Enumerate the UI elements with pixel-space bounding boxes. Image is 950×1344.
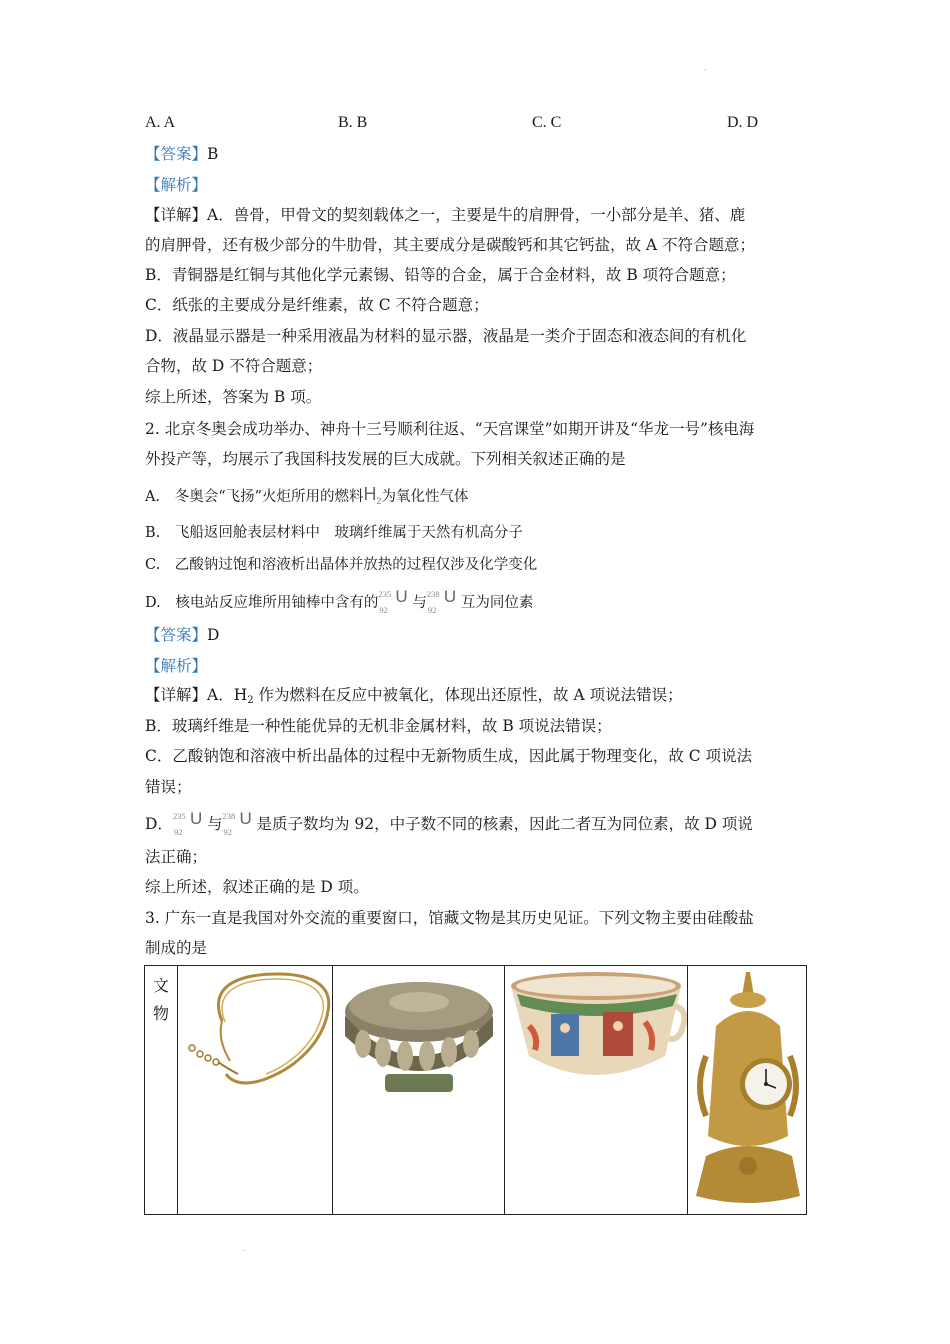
relics-header-cell	[145, 966, 178, 1215]
detail-text: A．H	[207, 686, 248, 704]
q1-option-d[interactable]: D. D	[727, 114, 759, 131]
q1-detail-b: B．青铜器是红铜与其他化学元素锡、铅等的合金，属于合金材料，故 B 项符合题意；	[145, 266, 736, 284]
relic-cell-a[interactable]	[178, 966, 333, 1215]
q1-option-b[interactable]: B. B	[338, 114, 368, 131]
u238-isotope	[222, 809, 256, 837]
u-atomic-number: 92	[427, 605, 437, 615]
q1-answer-line	[145, 143, 218, 165]
answer-tag: 【答案】	[145, 626, 208, 644]
h2-subscript: 2	[247, 695, 254, 706]
option-label: A.	[145, 489, 161, 505]
u-atomic-number: 92	[173, 827, 183, 837]
q2-detail-a	[145, 684, 683, 712]
u235-mass: 235	[378, 589, 392, 599]
option-text: 核电站反应堆所用铀棒中含有的	[175, 595, 379, 611]
detail-tag: 【详解】	[145, 686, 208, 704]
stray-dot: ·	[704, 66, 707, 75]
answer-value: B	[207, 145, 219, 163]
u-symbol: U	[395, 587, 408, 606]
q2-detail-c2: 错误；	[145, 778, 192, 796]
option-text-end: 互为同位素	[460, 595, 534, 611]
header-char-1: 文	[152, 976, 169, 995]
option-label: C.	[145, 557, 161, 573]
relic-cell-d[interactable]	[688, 966, 807, 1215]
relics-table	[144, 965, 807, 1215]
u-atomic-number: 92	[223, 827, 232, 837]
q1-detail-a1	[145, 204, 745, 226]
answer-value: D	[207, 626, 220, 644]
u238-isotope	[426, 587, 461, 615]
q1-detail-d2: 合物，故 D 不符合题意；	[145, 357, 323, 375]
h2-symbol: H	[363, 484, 377, 504]
answer-tag: 【答案】	[145, 145, 208, 163]
q1-detail-d1: D．液晶显示器是一种采用液晶为材料的显示器，液晶是一类介于固态和液态间的有机化	[145, 327, 747, 345]
option-and: 与	[412, 595, 427, 611]
q2-stem-line2: 外投产等，均展示了我国科技发展的巨大成就。下列相关叙述正确的是	[145, 450, 626, 468]
option-text: 冬奥会“飞扬”火炬所用的燃料	[174, 489, 364, 505]
q2-summary: 综上所述，叙述正确的是 D 项。	[145, 878, 369, 896]
detail-text: A．兽骨，甲骨文的契刻载体之一，主要是牛的肩胛骨，一小部分是羊、猪、鹿	[207, 206, 746, 224]
q1-detail-a2: 的肩胛骨，还有极少部分的牛肋骨，其主要成分是碳酸钙和其它钙盐，故 A 不符合题意；	[145, 236, 756, 254]
u238-mass: 238	[426, 589, 440, 599]
q2-detail-c1: C．乙酸钠饱和溶液中析出晶体的过程中无新物质生成，因此属于物理变化，故 C 项说法	[145, 747, 753, 765]
gold-chain-image	[178, 966, 333, 1096]
detail-tag: 【详解】	[145, 206, 208, 224]
q1-option-c[interactable]: C. C	[532, 114, 562, 131]
q3-stem-line1: 3. 广东一直是我国对外交流的重要窗口，馆藏文物是其历史见证。下列文物主要由硅酸盐	[145, 909, 754, 927]
q1-analysis-tag: 【解析】	[145, 176, 208, 194]
gilded-clock-image	[688, 966, 807, 1210]
silver-box-image	[333, 966, 505, 1100]
u-symbol: U	[443, 587, 457, 606]
detail-label: D．	[145, 815, 173, 833]
q2-option-c[interactable]	[145, 554, 537, 576]
detail-and: 与	[206, 815, 223, 833]
option-text: 飞船返回舱表层材料中 玻璃纤维属于天然有机高分子	[174, 525, 523, 541]
u235-isotope	[378, 587, 412, 615]
q2-detail-d1	[145, 811, 753, 835]
u238-mass: 238	[222, 811, 236, 821]
header-char-2: 物	[152, 1004, 169, 1023]
q1-summary: 综上所述，答案为 B 项。	[145, 388, 322, 406]
u235-isotope	[172, 809, 207, 837]
option-text: 乙酸钠过饱和溶液析出晶体并放热的过程仅涉及化学变化	[174, 557, 538, 573]
u-symbol: U	[189, 809, 203, 828]
u-symbol: U	[239, 809, 252, 828]
detail-text-end: 是质子数均为 92，中子数不同的核素，因此二者互为同位素，故 D 项说	[256, 815, 753, 833]
porcelain-cup-image	[505, 966, 688, 1096]
stray-dot: ·	[243, 1246, 246, 1255]
option-label: D.	[145, 595, 161, 611]
q1-option-a[interactable]: A. A	[145, 114, 176, 131]
option-label: B.	[145, 525, 161, 541]
q2-analysis-tag: 【解析】	[145, 657, 208, 675]
relic-cell-c[interactable]	[505, 966, 688, 1215]
q2-option-b[interactable]	[145, 522, 523, 544]
q3-stem-line2: 制成的是	[145, 939, 208, 957]
h2-subscript: 2	[376, 496, 382, 506]
q2-detail-b: B．玻璃纤维是一种性能优异的无机非金属材料，故 B 项说法错误；	[145, 717, 612, 735]
relic-cell-b[interactable]	[333, 966, 505, 1215]
q2-option-d[interactable]	[145, 589, 533, 614]
q2-detail-d2: 法正确；	[145, 848, 208, 866]
option-text-end: 为氧化性气体	[381, 489, 469, 505]
u235-mass: 235	[172, 811, 186, 821]
q1-detail-c: C．纸张的主要成分是纤维素，故 C 不符合题意；	[145, 296, 489, 314]
q2-stem-line1: 2. 北京冬奥会成功举办、神舟十三号顺利往返、“天宫课堂”如期开讲及“华龙一号”核电海	[145, 420, 755, 438]
q2-answer-line	[145, 624, 219, 646]
u-atomic-number: 92	[379, 605, 388, 615]
detail-text-end: 作为燃料在反应中被氧化，体现出还原性，故 A 项说法错误；	[253, 686, 683, 704]
q2-option-a[interactable]	[145, 483, 469, 512]
